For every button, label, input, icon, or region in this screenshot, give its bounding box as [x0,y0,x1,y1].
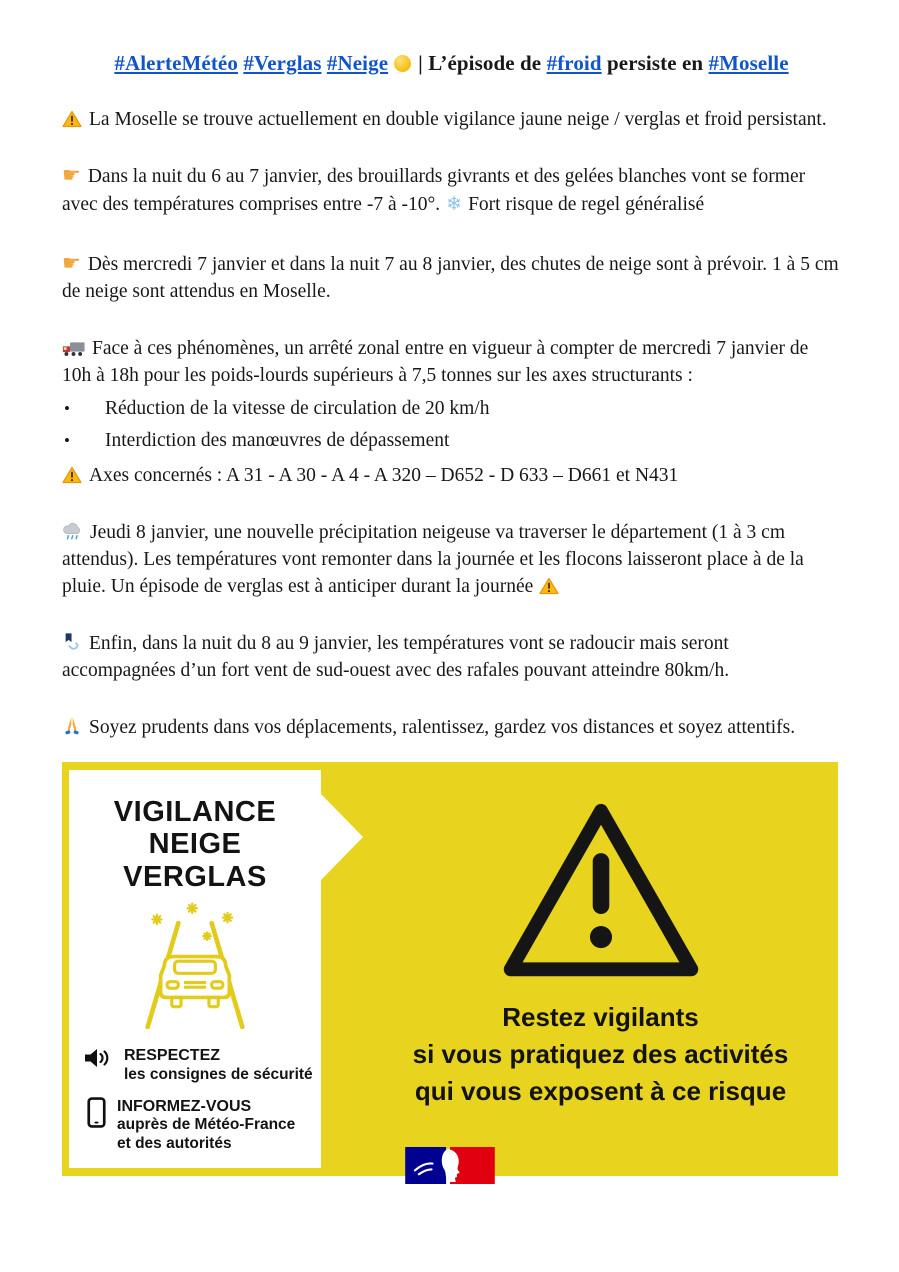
snowflake-icon: ❄ [446,193,463,216]
vigilance-infographic [62,762,838,1176]
warning-icon [539,577,559,595]
pointing-right-icon: ☛ [62,251,81,276]
vigilance-message-line: si vous pratiquez des activités [412,1038,789,1069]
hashtag-alertemeteo[interactable]: #AlerteMétéo [114,51,238,75]
paragraph-text: Axes concernés : A 31 - A 30 - A 4 - A 320 – D652 - D 633 – D661 et N431 [89,465,679,487]
vigilance-right-panel [363,762,838,1176]
vigilance-left-panel [69,770,321,1168]
vigilance-message-line: Restez vigilants [502,1001,699,1032]
paragraph-mercredi-neige [62,249,841,306]
hashtag-moselle[interactable]: #Moselle [708,51,789,75]
restrictions-list [62,396,841,455]
list-item-speed: • Réduction de la vitesse de circulation de 20 km/h [62,396,841,423]
vigilance-title-line: VIGILANCE [113,795,277,828]
paragraph-vent [62,631,841,685]
title-text-mid2: persiste en [601,51,709,75]
page-title [62,50,841,77]
hashtag-neige[interactable]: #Neige [326,51,389,75]
paragraph-text: Enfin, dans la nuit du 8 au 9 janvier, les températures vont se radoucir mais seront accompagnées d’un fort vent de sud-ouest avec des rafales pouvant atteindre 80km/h. [62,633,730,681]
car-on-icy-road-icon [69,899,321,1034]
hashtag-verglas[interactable]: #Verglas [243,51,322,75]
inform-subtitle: auprès de Météo-France [117,1116,296,1134]
respect-title: RESPECTEZ [124,1047,221,1065]
paragraph-arrete-zonal [62,336,841,390]
title-text-mid1: | L’épisode de [418,51,547,75]
warning-icon [62,110,82,128]
vigilance-title [73,796,317,893]
paragraph-text: Dès mercredi 7 janvier et dans la nuit 7 au 8 janvier, des chutes de neige sont à prévoir. 1 à 5 cm de neige sont attendus en Moselle. [62,254,839,302]
paragraph-text: Dans la nuit du 6 au 7 janvier, des brouillards givrants et des gelées blanches vont se former avec des températures comprises entre -7 à -10°. [62,166,806,216]
vigilance-title-line: NEIGE [148,828,242,861]
paragraph-axes [62,463,841,490]
paragraph-text: Face à ces phénomènes, un arrêté zonal entre en vigueur à compter de mercredi 7 janvier de 10h à 18h pour les poids-lourds supérieurs à 7,5 tonnes sur les axes structurants : [62,337,809,386]
respect-row [83,1046,321,1084]
respect-subtitle: les consignes de sécurité [124,1065,313,1083]
truck-icon [62,341,85,357]
speaker-icon [83,1046,113,1070]
vigilance-message-line: qui vous exposent à ce risque [414,1075,787,1106]
warning-triangle-sign [495,796,707,985]
inform-subtitle-2: et des autorités [117,1135,232,1153]
phone-icon [87,1097,106,1128]
yellow-circle-icon [394,55,411,72]
hashtag-froid[interactable]: #froid [546,51,602,75]
paragraph-text: Soyez prudents dans vos déplacements, ralentissez, gardez vos distances et soyez attentifs. [89,716,796,738]
inform-title: INFORMEZ-VOUS [117,1097,252,1115]
warning-icon [62,466,82,484]
wind-icon [62,632,82,652]
french-republic-logo [405,1147,495,1184]
vigilance-title-line: VERGLAS [123,860,267,893]
paragraph-text-2: Fort risque de regel généralisé [468,194,705,216]
vigilance-message [413,999,789,1110]
paragraph-prudence [62,715,841,742]
inform-row [83,1097,321,1154]
paragraph-text: Jeudi 8 janvier, une nouvelle précipitation neigeuse va traverser le département (1 à 3 cm attendus). Les températures vont remonter dans la journée et les flocons laisseront place à de la pluie. Un épisode de verglas est à anticiper durant la journée [62,522,804,598]
paragraph-night-6-7 [62,161,841,219]
pointing-right-icon: ☛ [62,163,81,188]
folded-hands-icon [62,716,82,736]
rain-cloud-icon [62,522,83,541]
paragraph-text: La Moselle se trouve actuellement en double vigilance jaune neige / verglas et froid persistant. [89,109,827,131]
paragraph-jeudi [62,520,841,601]
paragraph-vigilance-status [62,107,841,134]
list-item-overtaking: • Interdiction des manœuvres de dépassement [62,428,841,455]
